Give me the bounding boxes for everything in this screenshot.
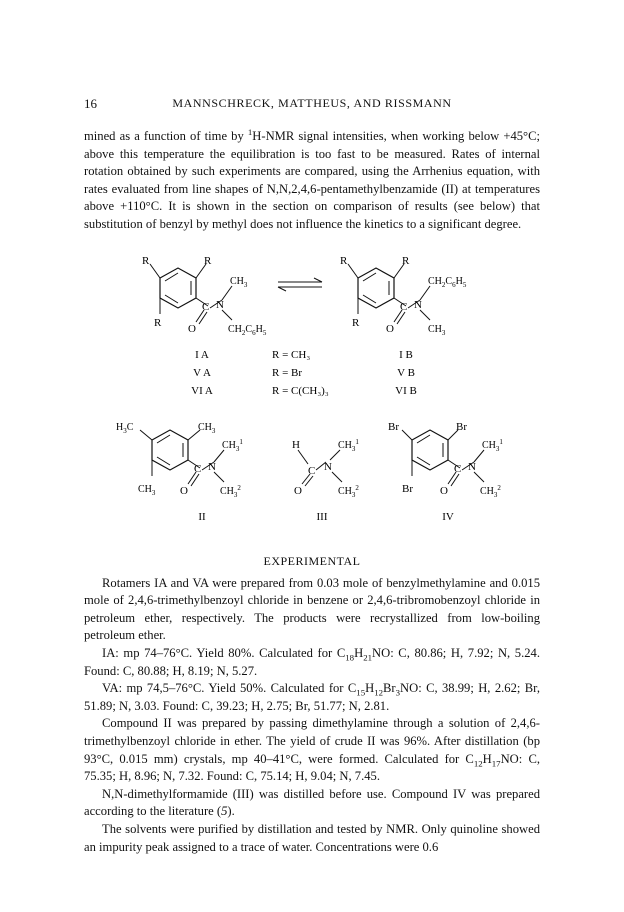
atom-c: C (194, 463, 202, 475)
group-ch3: $CH_3$ (138, 484, 156, 497)
compound-label: I B (399, 349, 413, 361)
paragraph-compound-iii-iv: N,N-dimethylformamide (III) was distilled before use. Compound IV was prepared according to the literature (5). (84, 786, 540, 819)
group-ch3-1: $CH_3^1$ (222, 438, 243, 453)
atom-c: C (454, 463, 462, 475)
atom-br: Br (402, 483, 413, 495)
structures-svg (84, 246, 540, 526)
atom-c: C (400, 301, 408, 313)
r-definition: R = C(CH₃)₃ (272, 385, 329, 397)
label-ii: II (198, 511, 206, 523)
label-iv: IV (442, 511, 454, 523)
paragraph-compound-ii: Compound II was prepared by passing dimethylamine through a solution of 2,4,6-trimethylbenzoyl chloride in ether. The yield of crude II was 96%. After distillation (bp 93°C, 0.015 mm) crystals, mp 40–41°C, were formed. Calculated for $C_{12}H_{17}NO$: C, 75.35; H, 8.96; N, 7.32. Found: C, 75.14; H, 9.04; N, 7.45. (84, 716, 540, 784)
substituent-r: R (340, 255, 348, 267)
structure-ib (340, 255, 467, 337)
experimental-section (84, 553, 540, 856)
group-ch3-2: $CH_3^2$ (338, 484, 359, 499)
atom-n: N (216, 299, 224, 311)
substituent-r: R (402, 255, 410, 267)
intro-text (84, 128, 540, 234)
section-title: EXPERIMENTAL (263, 554, 361, 568)
atom-n: N (324, 461, 332, 473)
compound-label: V B (397, 367, 415, 379)
atom-o: O (440, 485, 448, 497)
compound-label: VI B (395, 385, 417, 397)
atom-n: N (414, 299, 422, 311)
structure-ia (142, 255, 267, 337)
group-ch3: $CH_3$ (230, 276, 248, 289)
r-definition: R = Br (272, 367, 303, 379)
paragraph-solvents: The solvents were purified by distillation and tested by NMR. Only quinoline showed an impurity peak assigned to a trace of water. Concentrations were 0.6 (84, 821, 540, 854)
paragraph-va-analysis: VA: mp 74,5–76°C. Yield 50%. Calculated for $C_{15}H_{12}Br_3NO$: C, 38.99; H, 2.62; Br, 51.89; N, 3.03. Found: C, 39.23; H, 2.75; Br, 51.77; N, 2.81. (84, 681, 540, 713)
group-ch2c6h5: $CH_2C_6H_5$ (428, 276, 467, 289)
reference-number: 5 (221, 804, 228, 819)
substituent-r: R (154, 317, 162, 329)
atom-o: O (188, 323, 196, 335)
atom-c: C (202, 301, 210, 313)
compound-label: VI A (191, 385, 213, 397)
atom-n: N (208, 461, 216, 473)
atom-o: O (386, 323, 394, 335)
structure-iv (388, 421, 503, 499)
compound-label: V A (193, 367, 211, 379)
paragraph-rotamers: Rotamers IA and VA were prepared from 0.03 mole of benzylmethylamine and 0.015 mole of 2,4,6-trimethylbenzoyl chloride in benzene or 2,4,6-tribromobenzoyl chloride in petroleum ether, respectively. The products were recrystallized from low-boiling petroleum ether. (84, 575, 540, 643)
atom-n: N (468, 461, 476, 473)
compound-labels-row (198, 511, 454, 523)
group-ch3-2: $CH_3^2$ (480, 484, 501, 499)
substituent-r: R (204, 255, 212, 267)
group-ch3: $CH_3$ (428, 324, 446, 337)
substituent-r: R (352, 317, 360, 329)
equilibrium-arrow (278, 278, 322, 291)
structure-ii (116, 422, 243, 499)
intro-paragraph: mined as a function of time by $^1$H-NMR signal intensities, when working below +45°C; above this temperature the equilibration is too fast to be measured. Rates of internal rotation obtained by such experiments are compared, using the Arrhenius equation, with rates evaluated from line shapes of N,N,2,4,6-pentamethylbenzamide (II) at temperatures above +110°C. It is shown in the section on comparison of results (see below) that substitution of benzyl by methyl does not influence the kinetics to a significant degree. (84, 126, 540, 231)
running-head: MANNSCHRECK, MATTHEUS, AND RISSMANN (172, 96, 452, 110)
group-ch3-2: $CH_3^2$ (220, 484, 241, 499)
label-iii: III (316, 511, 328, 523)
group-ch3: $CH_3$ (198, 422, 216, 435)
structure-iii (292, 438, 359, 499)
group-ch2c6h5: $CH_2C_6H_5$ (228, 324, 267, 337)
paragraph-ia-analysis: IA: mp 74–76°C. Yield 80%. Calculated for $C_{18}H_{21}NO$: C, 80.86; H, 7.92; N, 5.24. Found: C, 80.88; H, 8.19; N, 5.27. (84, 645, 540, 678)
atom-br: Br (388, 421, 399, 433)
atom-o: O (294, 485, 302, 497)
atom-h: H (292, 439, 300, 451)
group-ch3-1: $CH_3^1$ (482, 438, 503, 453)
atom-c: C (308, 465, 316, 477)
substituent-r: R (142, 255, 150, 267)
atom-o: O (180, 485, 188, 497)
r-definition: R = CH₃ (272, 349, 311, 361)
page-header (84, 96, 540, 114)
substituent-table (191, 349, 417, 397)
page-number: 16 (84, 96, 97, 111)
atom-br: Br (456, 421, 467, 433)
group-ch3-1: $CH_3^1$ (338, 438, 359, 453)
group-h3c: $H_3C$ (116, 422, 134, 435)
chemical-structures-figure (84, 246, 540, 531)
compound-label: I A (195, 349, 209, 361)
